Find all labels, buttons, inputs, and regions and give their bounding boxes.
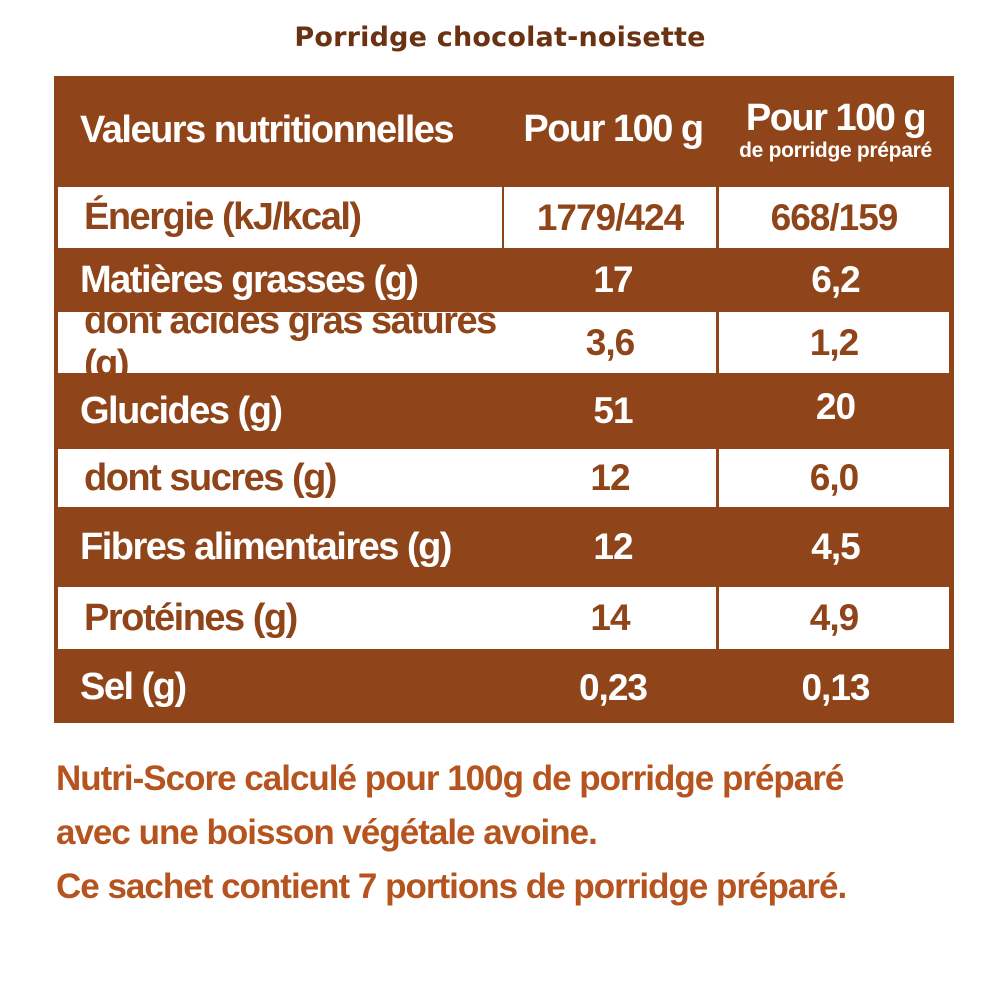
row-fat-label: Matières grasses (g): [80, 258, 418, 301]
footnote: [56, 752, 956, 914]
row-sugars-label: dont sucres (g): [58, 449, 524, 507]
row-protein-per100g: 14: [504, 587, 716, 649]
row-fat-per100g: 17: [593, 259, 633, 300]
row-carbs-label: Glucides (g): [80, 389, 282, 432]
row-sugars-prepared: 6,0: [719, 449, 949, 507]
row-energy-prepared: 668/159: [719, 187, 949, 248]
page-title: Porridge chocolat-noisette: [294, 22, 706, 53]
header-col2: [717, 76, 954, 184]
nutrition-table: [54, 76, 954, 723]
header-label: Valeurs nutritionnelles: [80, 108, 454, 151]
row-fiber-per100g: 12: [593, 526, 633, 567]
row-protein-label: Protéines (g): [58, 587, 524, 649]
footnote-line-3: Ce sachet contient 7 portions de porridge préparé.: [56, 867, 847, 906]
row-protein-prepared: 4,9: [719, 587, 949, 649]
row-energy-per100g: 1779/424: [504, 187, 716, 248]
row-fat-prepared: 6,2: [811, 259, 860, 300]
header-col1-label: Pour 100 g: [523, 108, 703, 151]
row-sugars-per100g: 12: [504, 449, 716, 507]
row-salt-label: Sel (g): [80, 666, 186, 708]
row-fiber-prepared: 4,5: [811, 526, 860, 567]
header-col2-label: Pour 100 g: [745, 96, 926, 139]
header-col1: [509, 76, 717, 184]
header-col2-sublabel: de porridge préparé: [739, 139, 932, 163]
row-carbs-prepared: 20: [815, 386, 856, 427]
row-energy-label: Énergie (kJ/kcal): [58, 187, 502, 248]
footnote-line-1: Nutri-Score calculé pour 100g de porridge préparé: [56, 759, 844, 798]
row-saturated-label: dont acides gras saturés (g): [58, 312, 524, 373]
row-saturated-per100g: 3,6: [504, 312, 716, 373]
row-fiber-label: Fibres alimentaires (g): [80, 525, 451, 568]
row-saturated-prepared: 1,2: [719, 312, 949, 373]
row-salt-prepared: 0,13: [801, 666, 870, 708]
row-carbs-per100g: 51: [593, 390, 633, 431]
row-salt-per100g: 0,23: [578, 666, 647, 708]
footnote-line-2: avec une boisson végétale avoine.: [56, 813, 597, 852]
